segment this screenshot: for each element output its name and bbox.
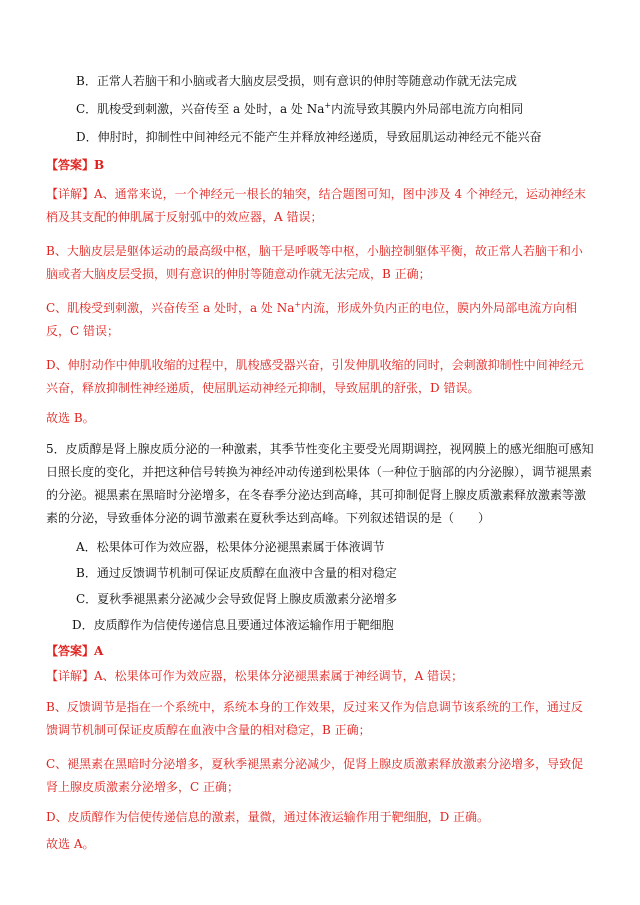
q5-detail-b: B、反馈调节是指在一个系统中，系统本身的工作效果，反过来又作为信息调节该系统的工作，通过反馈调节机制可保证皮质醇在血液中含量的相对稳定，B 正确；	[46, 700, 583, 737]
q4-detail-d: D、伸肘动作中伸肌收缩的过程中，肌梭感受器兴奋，引发伸肌收缩的同时，会刺激抑制性中间神经元兴奋，释放抑制性神经递质，使屈肌运动神经元抑制，导致屈肌的舒张，D 错误。	[46, 358, 584, 395]
q4-detail-c-text-b: 内流，形成外负内正的电位，膜内外局部电流方向相反，C 错误；	[46, 301, 578, 338]
q5-conclusion: 故选 A。	[46, 837, 95, 851]
q5-answer-label: 【答案】A	[46, 644, 104, 658]
q5-stem: 5．皮质醇是肾上腺皮质分泌的一种激素，其季节性变化主要受光周期调控，视网膜上的感光细胞可感知日照长度的变化，并把这种信号转换为神经冲动传递到松果体（一种位于脑部的内分泌腺），调节褪黑素的分泌。褪黑素在黑暗时分泌增多，在冬春季分泌达到高峰，其可抑制促肾上腺皮质激素释放激素等激素的分泌，导致垂体分泌的调节激素在夏秋季达到高峰。下列叙述错误的是（ ）	[46, 442, 594, 525]
q5-detail-c: C、褪黑素在黑暗时分泌增多，夏秋季褪黑素分泌减少，促肾上腺皮质激素释放激素分泌增多，导致促肾上腺皮质激素分泌增多，C 正确；	[46, 757, 584, 794]
q5-option-b: B．通过反馈调节机制可保证皮质醇在血液中含量的相对稳定	[76, 566, 397, 580]
q5-option-d: D．皮质醇作为信使传递信息且要通过体液运输作用于靶细胞	[72, 618, 394, 632]
q4-detail-c-text-a: C、肌梭受到刺激，兴奋传至 a 处时，a 处 Na	[46, 301, 295, 315]
q5-option-c: C．夏秋季褪黑素分泌减少会导致促肾上腺皮质激素分泌增多	[76, 592, 398, 606]
q4-option-b: B．正常人若脑干和小脑或者大脑皮层受损，则有意识的伸肘等随意动作就无法完成	[76, 74, 517, 88]
q4-option-d: D．伸肘时，抑制性中间神经元不能产生并释放神经递质，导致屈肌运动神经元不能兴奋	[76, 130, 542, 144]
q5-detail-a: 【详解】A、松果体可作为效应器，松果体分泌褪黑素属于神经调节，A 错误；	[46, 669, 464, 683]
q4-option-c-sup: +	[324, 101, 332, 110]
q4-detail-b: B、大脑皮层是躯体运动的最高级中枢，脑干是呼吸等中枢，小脑控制躯体平衡，故正常人若脑干和小脑或者大脑皮层受损，则有意识的伸肘等随意动作就无法完成，B 正确；	[46, 244, 583, 281]
q5-detail-d: D、皮质醇作为信使传递信息的激素，量微，通过体液运输作用于靶细胞，D 正确。	[46, 810, 490, 824]
q4-detail-c	[46, 297, 594, 343]
q4-conclusion: 故选 B。	[46, 411, 95, 425]
q4-option-c	[46, 102, 594, 117]
q4-option-c-text-b: 内流导致其膜内外局部电流方向相同	[331, 102, 524, 116]
q4-answer-label: 【答案】B	[46, 158, 105, 172]
q4-option-c-text-a: C．肌梭受到刺激，兴奋传至 a 处时，a 处 Na	[76, 102, 325, 116]
q4-detail-c-sup: +	[294, 300, 302, 309]
q4-detail-a: 【详解】A、通常来说，一个神经元一根长的轴突，结合题图可知，图中涉及 4 个神经元，运动神经末梢及其支配的伸肌属于反射弧中的效应器，A 错误；	[46, 187, 586, 224]
q5-option-a: A．松果体可作为效应器，松果体分泌褪黑素属于体液调节	[76, 540, 385, 554]
